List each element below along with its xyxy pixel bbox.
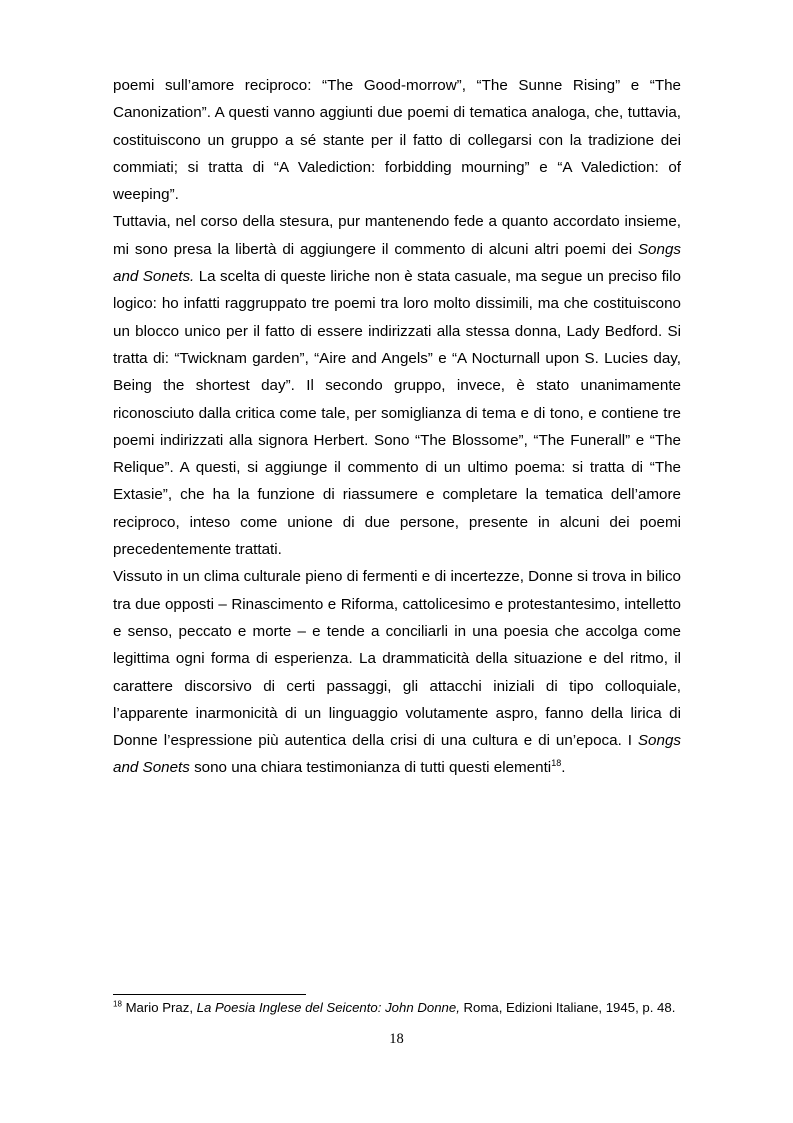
footnote [113, 1000, 681, 1016]
footnote-author: Mario Praz, [121, 1000, 197, 1015]
paragraph [113, 563, 681, 781]
footnote-details: Roma, Edizioni Italiane, 1945, p. 48. [459, 1000, 676, 1015]
page-body [113, 72, 681, 782]
paragraph-text: . [561, 759, 566, 777]
paragraph [113, 208, 681, 563]
paragraph-text: Tuttavia, nel corso della stesura, pur mantenendo fede a quanto accordato insieme, mi sono presa la libertà di aggiungere il commento di alcuni altri poemi dei [113, 213, 681, 258]
italic-title: Songs and Sonets [113, 732, 681, 777]
italic-title: Songs and Sonets. [113, 240, 681, 286]
footnote-separator [113, 994, 306, 995]
footnote-title: La Poesia Inglese del Seicento: John Donne, [196, 1000, 460, 1015]
footnote-reference[interactable]: 18 [551, 758, 562, 769]
paragraph-text: La scelta di queste liriche non è stata casuale, ma segue un preciso filo logico: ho infatti raggruppato tre poemi tra loro molto dissimili, ma che costituiscono un blocco unico per il fatto di essere indirizzati alla stessa donna, Lady Bedford. Si tratta di: “Twicknam garden”, “Aire and Angels” e “A Nocturnall upon S. Lucies day, Being the shortest day”. Il secondo gruppo, invece, è stato unanimamente riconosciuto dalla critica come tale, per somiglianza di tema e di tono, e contiene tre poemi indirizzati alla signora Herbert. Sono “The Blossome”, “The Funerall” e “The Relique”. A questi, si aggiunge il commento di un ultimo poema: si tratta di “The Extasie”, che ha la funzione di riassumere e completare la tematica dell’amore reciproco, inteso come unione di due persone, presente in alcuni dei poemi precedentemente trattati. [113, 268, 681, 559]
footnote-number: 18 [113, 999, 122, 1009]
paragraph-text: sono una chiara testimonianza di tutti questi elementi [189, 759, 552, 777]
page-number: 18 [389, 1031, 404, 1047]
paragraph [113, 72, 681, 208]
paragraph-text: poemi sull’amore reciproco: “The Good-morrow”, “The Sunne Rising” e “The Canonization”. A questi vanno aggiunti due poemi di tematica analoga, che, tuttavia, costituiscono un gruppo a sé stante per il fatto di collegarsi con la tradizione dei commiati; si tratta di “A Valediction: forbidding mourning” e “A Valediction: of weeping”. [113, 77, 681, 204]
paragraph-text: Vissuto in un clima culturale pieno di fermenti e di incertezze, Donne si trova in bilico tra due opposti – Rinascimento e Riforma, cattolicesimo e protestantesimo, intelletto e senso, peccato e morte – e tende a conciliarli in una poesia che accolga come legittima ogni forma di esperienza. La drammaticità della situazione e del ritmo, il carattere discorsivo di certi passaggi, gli attacchi iniziali di tipo colloquiale, l’apparente inarmonicità di un linguaggio volutamente aspro, fanno della lirica di Donne l’espressione più autentica della crisi di una cultura e di un’epoca. I [113, 568, 681, 750]
